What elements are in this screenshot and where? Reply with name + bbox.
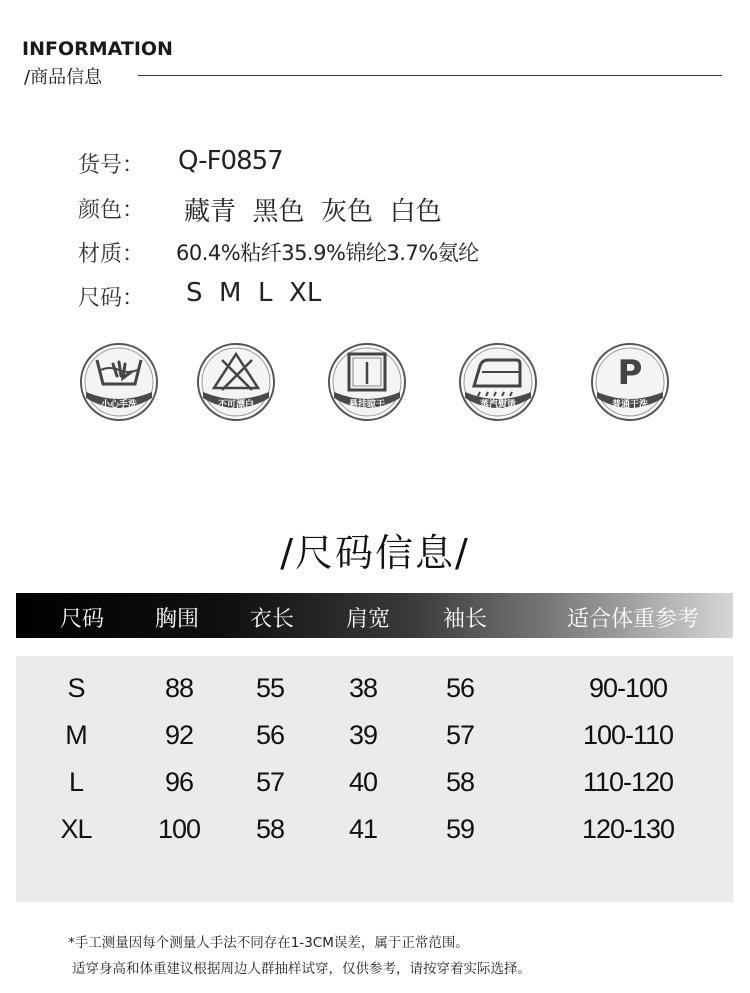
cell-sleeve: 57 (445, 720, 475, 750)
cell-chest: 100 (157, 814, 201, 844)
cell-length: 55 (255, 673, 285, 703)
spec-label-size: 尺码： (78, 286, 145, 311)
spec-value-sku: Q-F0857 (178, 146, 283, 176)
column-header-chest: 胸围 (154, 607, 199, 632)
care-label-dry-clean: 普通干洗 (611, 400, 649, 410)
care-label-hand-wash: 小心手洗 (100, 400, 138, 410)
info-subtitle: /商品信息 (24, 67, 103, 88)
cell-chest: 96 (164, 767, 194, 797)
size-section-heading: /尺码信息/ (280, 531, 470, 575)
cell-sleeve: 56 (445, 673, 475, 703)
cell-length: 56 (255, 720, 285, 750)
spec-value-color: 藏青 黑色 灰色 白色 (184, 197, 442, 227)
spec-label-sku: 货号： (78, 153, 145, 178)
column-header-size: 尺码 (59, 607, 104, 632)
cell-length: 58 (255, 814, 285, 844)
dry-clean-icon (590, 342, 670, 422)
spec-label-color: 颜色： (78, 198, 145, 223)
column-header-weight: 适合体重参考 (566, 607, 699, 632)
cell-sleeve: 59 (445, 814, 475, 844)
spec-value-material: 60.4%粘纤35.9%锦纶3.7%氨纶 (176, 241, 479, 265)
cell-weight: 110-120 (582, 767, 674, 797)
svg-text:P: P (617, 353, 643, 393)
cell-shoulder: 39 (348, 720, 378, 750)
care-label-hang-dry: 悬挂晾干 (348, 400, 386, 410)
spec-label-material: 材质： (78, 242, 145, 267)
cell-shoulder: 40 (348, 767, 378, 797)
care-label-no-bleach: 不可漂白 (217, 400, 255, 410)
column-header-sleeve: 袖长 (442, 607, 487, 632)
cell-weight: 100-110 (582, 720, 674, 750)
column-header-shoulder: 肩宽 (345, 607, 390, 632)
info-title: INFORMATION (22, 38, 173, 60)
no-bleach-icon (196, 342, 276, 422)
cell-size: XL (60, 814, 92, 844)
fit-note: 适穿身高和体重建议根据周边人群抽样试穿，仅供参考，请按穿着实际选择。 (72, 961, 531, 977)
divider (138, 75, 722, 76)
cell-size: L (68, 767, 84, 797)
cell-size: S (67, 673, 85, 703)
cell-chest: 88 (164, 673, 194, 703)
cell-sleeve: 58 (445, 767, 475, 797)
cell-chest: 92 (164, 720, 194, 750)
cell-weight: 90-100 (588, 673, 668, 703)
measurement-note: *手工测量因每个测量人手法不同存在1-3CM误差，属于正常范围。 (68, 935, 469, 951)
column-header-length: 衣长 (249, 607, 294, 632)
steam-iron-icon (458, 342, 538, 422)
cell-shoulder: 41 (348, 814, 378, 844)
hand-wash-icon (79, 342, 159, 422)
cell-size: M (65, 720, 87, 750)
hang-dry-icon (327, 342, 407, 422)
cell-shoulder: 38 (348, 673, 378, 703)
spec-value-size: S M L XL (186, 278, 322, 308)
cell-length: 57 (255, 767, 285, 797)
care-label-steam-iron: 蒸汽熨烫 (479, 400, 517, 410)
cell-weight: 120-130 (581, 814, 675, 844)
